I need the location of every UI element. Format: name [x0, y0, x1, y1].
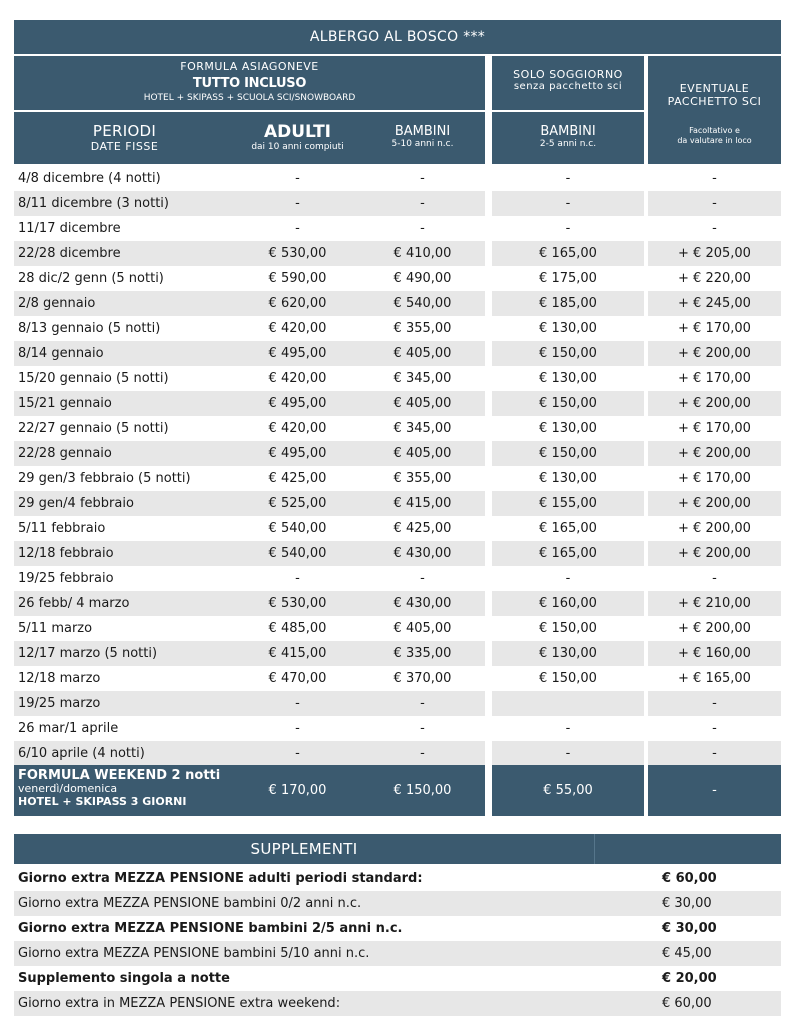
weekend-label	[18, 769, 220, 808]
row-eventuale-price: -	[712, 696, 717, 711]
formula-header-line3: HOTEL + SKIPASS + SCUOLA SCI/SNOWBOARD	[143, 93, 356, 103]
row-eventuale-price: + € 200,00	[678, 496, 751, 511]
eventuale-note	[648, 126, 781, 146]
weekend-label-line3: HOTEL + SKIPASS 3 GIORNI	[18, 795, 187, 808]
row-eventuale-price: + € 170,00	[678, 371, 751, 386]
row-soggiorno-price: -	[565, 571, 571, 586]
row-soggiorno-price: € 175,00	[539, 271, 597, 286]
row-period: 12/18 febbraio	[18, 546, 114, 561]
supplemento-label: Giorno extra in MEZZA PENSIONE extra weekend:	[18, 996, 341, 1011]
row-soggiorno-price: -	[565, 221, 571, 236]
row-soggiorno-price: € 130,00	[539, 321, 597, 336]
supplemento-value: € 60,00	[662, 871, 717, 886]
row-soggiorno-price: -	[565, 171, 571, 186]
row-bambini-price: € 425,00	[393, 521, 452, 536]
periodi-header-line1: PERIODI	[92, 122, 157, 140]
row-eventuale-price: + € 160,00	[678, 646, 751, 661]
supplemento-label: Giorno extra MEZZA PENSIONE bambini 2/5 anni n.c.	[18, 921, 403, 936]
table-row	[14, 341, 781, 366]
row-eventuale-price: + € 205,00	[678, 246, 751, 261]
eventuale-note-line2: da valutare in loco	[677, 136, 752, 145]
row-bambini-price: € 355,00	[393, 321, 452, 336]
table-row	[14, 716, 781, 741]
table-row	[14, 191, 781, 216]
table-row	[14, 466, 781, 491]
supplemento-row	[14, 866, 781, 891]
row-adulti-price: € 415,00	[268, 646, 327, 661]
weekend-bambini: € 150,00	[393, 783, 452, 798]
weekend-box-soggiorno	[492, 765, 644, 816]
row-bambini-price: € 405,00	[393, 346, 452, 361]
table-row	[14, 566, 781, 591]
table-row	[14, 391, 781, 416]
table-row	[14, 316, 781, 341]
bambini-2-5-header	[492, 112, 644, 164]
row-period: 19/25 febbraio	[18, 571, 114, 586]
table-row	[14, 741, 781, 766]
weekend-label-line1: FORMULA WEEKEND 2 notti	[18, 768, 221, 783]
row-eventuale-price: + € 210,00	[678, 596, 751, 611]
row-eventuale-price: + € 220,00	[678, 271, 751, 286]
row-adulti-price: € 420,00	[268, 371, 327, 386]
row-adulti-price: -	[295, 696, 300, 711]
row-adulti-price: € 420,00	[268, 321, 327, 336]
row-period: 19/25 marzo	[18, 696, 101, 711]
row-period: 26 febb/ 4 marzo	[18, 596, 130, 611]
row-bambini-price: € 415,00	[393, 496, 452, 511]
weekend-soggiorno: € 55,00	[543, 783, 593, 798]
row-eventuale-price: -	[712, 171, 717, 186]
row-eventuale-price: -	[712, 221, 717, 236]
row-soggiorno-price: € 165,00	[539, 546, 597, 561]
table-row	[14, 266, 781, 291]
row-period: 26 mar/1 aprile	[18, 721, 119, 736]
table-row	[14, 166, 781, 191]
row-bambini-price: -	[420, 221, 425, 236]
row-adulti-price: € 540,00	[268, 521, 327, 536]
row-period: 22/27 gennaio (5 notti)	[18, 421, 169, 436]
weekend-box-eventuale	[648, 765, 781, 816]
eventuale-note-line1: Facoltativo e	[689, 126, 740, 135]
row-eventuale-price: + € 200,00	[678, 546, 751, 561]
table-row	[14, 491, 781, 516]
table-row	[14, 541, 781, 566]
row-adulti-price: -	[295, 571, 300, 586]
table-row	[14, 366, 781, 391]
adulti-header-line2: dai 10 anni compiuti	[251, 142, 344, 152]
weekend-adulti: € 170,00	[268, 783, 327, 798]
row-bambini-price: € 540,00	[393, 296, 452, 311]
table-title: ALBERGO AL BOSCO ***	[14, 20, 781, 54]
row-bambini-price: -	[420, 746, 425, 761]
row-bambini-price: € 405,00	[393, 396, 452, 411]
periodi-header-line2: DATE FISSE	[90, 140, 159, 153]
row-period: 8/11 dicembre (3 notti)	[18, 196, 169, 211]
row-soggiorno-price: € 155,00	[539, 496, 597, 511]
row-period: 8/14 gennaio	[18, 346, 104, 361]
row-period: 12/18 marzo	[18, 671, 101, 686]
row-period: 5/11 marzo	[18, 621, 93, 636]
row-adulti-price: -	[295, 721, 300, 736]
row-soggiorno-price: € 130,00	[539, 371, 597, 386]
weekend-label-line2: venerdì/domenica	[18, 782, 118, 795]
row-bambini-price: € 345,00	[393, 371, 452, 386]
row-adulti-price: € 495,00	[268, 396, 327, 411]
row-bambini-price: € 370,00	[393, 671, 452, 686]
row-bambini-price: € 335,00	[393, 646, 452, 661]
row-eventuale-price: -	[712, 721, 717, 736]
supplemento-row	[14, 916, 781, 941]
row-period: 4/8 dicembre (4 notti)	[18, 171, 161, 186]
adulti-header	[235, 112, 360, 164]
row-period: 12/17 marzo (5 notti)	[18, 646, 158, 661]
row-bambini-price: -	[420, 196, 425, 211]
row-eventuale-price: + € 170,00	[678, 421, 751, 436]
row-period: 15/20 gennaio (5 notti)	[18, 371, 169, 386]
row-bambini-price: € 410,00	[393, 246, 452, 261]
adulti-header-line1: ADULTI	[263, 122, 331, 142]
supplementi-title: SUPPLEMENTI	[250, 840, 358, 858]
eventuale-header-line1: EVENTUALE	[679, 82, 750, 95]
solo-header-line2: senza pacchetto sci	[513, 81, 623, 92]
supplemento-label: Supplemento singola a notte	[18, 971, 230, 986]
row-period: 6/10 aprile (4 notti)	[18, 746, 145, 761]
row-bambini-price: € 430,00	[393, 596, 452, 611]
supplemento-value: € 20,00	[662, 971, 717, 986]
row-adulti-price: € 470,00	[268, 671, 327, 686]
weekend-box-main	[14, 765, 485, 816]
row-eventuale-price: + € 200,00	[678, 446, 751, 461]
table-row	[14, 216, 781, 241]
row-eventuale-price: + € 170,00	[678, 471, 751, 486]
supplementi-header-divider	[594, 834, 595, 864]
row-period: 22/28 dicembre	[18, 246, 121, 261]
row-adulti-price: € 530,00	[268, 596, 327, 611]
row-soggiorno-price: € 150,00	[539, 621, 597, 636]
row-soggiorno-price: € 150,00	[539, 671, 597, 686]
row-soggiorno-price: € 150,00	[539, 346, 597, 361]
row-period: 8/13 gennaio (5 notti)	[18, 321, 161, 336]
row-bambini-price: -	[420, 571, 425, 586]
row-adulti-price: € 540,00	[268, 546, 327, 561]
row-adulti-price: € 485,00	[268, 621, 327, 636]
row-adulti-price: € 530,00	[268, 246, 327, 261]
row-eventuale-price: + € 165,00	[678, 671, 751, 686]
row-adulti-price: -	[295, 171, 300, 186]
row-bambini-price: € 430,00	[393, 546, 452, 561]
table-row	[14, 441, 781, 466]
row-eventuale-price: + € 200,00	[678, 521, 751, 536]
bambini-header-line2: 5-10 anni n.c.	[391, 139, 454, 149]
row-adulti-price: -	[295, 221, 300, 236]
row-bambini-price: € 405,00	[393, 621, 452, 636]
table-row	[14, 591, 781, 616]
supplemento-label: Giorno extra MEZZA PENSIONE bambini 0/2 anni n.c.	[18, 896, 362, 911]
row-adulti-price: € 420,00	[268, 421, 327, 436]
row-adulti-price: -	[295, 746, 300, 761]
eventuale-header-line2: PACCHETTO SCI	[667, 95, 762, 108]
row-adulti-price: € 495,00	[268, 446, 327, 461]
solo-soggiorno-header	[492, 56, 644, 110]
supplemento-value: € 30,00	[662, 921, 717, 936]
table-row	[14, 416, 781, 441]
row-stripe	[492, 691, 644, 716]
row-soggiorno-price: € 150,00	[539, 446, 597, 461]
row-soggiorno-price: € 150,00	[539, 396, 597, 411]
table-row	[14, 691, 781, 716]
formula-header	[14, 56, 485, 110]
bambini-header	[360, 112, 485, 164]
table-row	[14, 666, 781, 691]
table-row	[14, 516, 781, 541]
row-soggiorno-price: -	[565, 746, 571, 761]
supplemento-row	[14, 941, 781, 966]
supplementi-header	[14, 834, 781, 864]
bambini2-header-line1: BAMBINI	[540, 124, 596, 139]
row-period: 22/28 gennaio	[18, 446, 112, 461]
row-period: 2/8 gennaio	[18, 296, 96, 311]
formula-header-line1: FORMULA ASIAGONEVE	[180, 60, 319, 73]
table-row	[14, 241, 781, 266]
row-soggiorno-price: € 130,00	[539, 421, 597, 436]
weekend-eventuale: -	[712, 783, 717, 798]
table-row	[14, 616, 781, 641]
bambini2-header-line2: 2-5 anni n.c.	[539, 139, 597, 149]
row-bambini-price: -	[420, 696, 425, 711]
row-period: 28 dic/2 genn (5 notti)	[18, 271, 164, 286]
row-bambini-price: -	[420, 171, 425, 186]
row-eventuale-price: + € 170,00	[678, 321, 751, 336]
row-adulti-price: -	[295, 196, 300, 211]
row-soggiorno-price: € 165,00	[539, 246, 597, 261]
row-eventuale-price: -	[712, 196, 717, 211]
row-soggiorno-price: € 130,00	[539, 471, 597, 486]
row-adulti-price: € 495,00	[268, 346, 327, 361]
supplemento-value: € 30,00	[662, 896, 712, 911]
table-row	[14, 291, 781, 316]
row-adulti-price: € 525,00	[268, 496, 327, 511]
solo-header-line1: SOLO SOGGIORNO	[513, 68, 623, 81]
row-eventuale-price: + € 245,00	[678, 296, 751, 311]
table-row	[14, 641, 781, 666]
row-bambini-price: € 345,00	[393, 421, 452, 436]
supplemento-label: Giorno extra MEZZA PENSIONE adulti periodi standard:	[18, 871, 423, 886]
formula-header-brand: TUTTO INCLUSO	[192, 76, 307, 91]
bambini-header-line1: BAMBINI	[394, 124, 451, 139]
row-adulti-price: € 590,00	[268, 271, 327, 286]
row-eventuale-price: -	[712, 746, 717, 761]
eventuale-header	[648, 56, 781, 164]
row-bambini-price: -	[420, 721, 425, 736]
row-eventuale-price: -	[712, 571, 717, 586]
row-bambini-price: € 405,00	[393, 446, 452, 461]
periodi-header	[14, 112, 235, 164]
row-period: 5/11 febbraio	[18, 521, 106, 536]
supplemento-row	[14, 966, 781, 991]
row-adulti-price: € 620,00	[268, 296, 327, 311]
supplemento-row	[14, 891, 781, 916]
row-soggiorno-price: -	[565, 196, 571, 211]
row-eventuale-price: + € 200,00	[678, 346, 751, 361]
supplemento-row	[14, 991, 781, 1016]
supplemento-label: Giorno extra MEZZA PENSIONE bambini 5/10 anni n.c.	[18, 946, 370, 961]
row-period: 29 gen/4 febbraio	[18, 496, 134, 511]
row-period: 11/17 dicembre	[18, 221, 121, 236]
row-period: 29 gen/3 febbraio (5 notti)	[18, 471, 191, 486]
row-bambini-price: € 490,00	[393, 271, 452, 286]
row-soggiorno-price: -	[565, 721, 571, 736]
row-soggiorno-price: € 130,00	[539, 646, 597, 661]
supplemento-value: € 45,00	[662, 946, 712, 961]
row-period: 15/21 gennaio	[18, 396, 112, 411]
row-bambini-price: € 355,00	[393, 471, 452, 486]
row-eventuale-price: + € 200,00	[678, 396, 751, 411]
supplemento-value: € 60,00	[662, 996, 712, 1011]
row-soggiorno-price: € 160,00	[539, 596, 597, 611]
row-soggiorno-price: € 185,00	[539, 296, 597, 311]
row-adulti-price: € 425,00	[268, 471, 327, 486]
row-soggiorno-price: € 165,00	[539, 521, 597, 536]
row-eventuale-price: + € 200,00	[678, 621, 751, 636]
